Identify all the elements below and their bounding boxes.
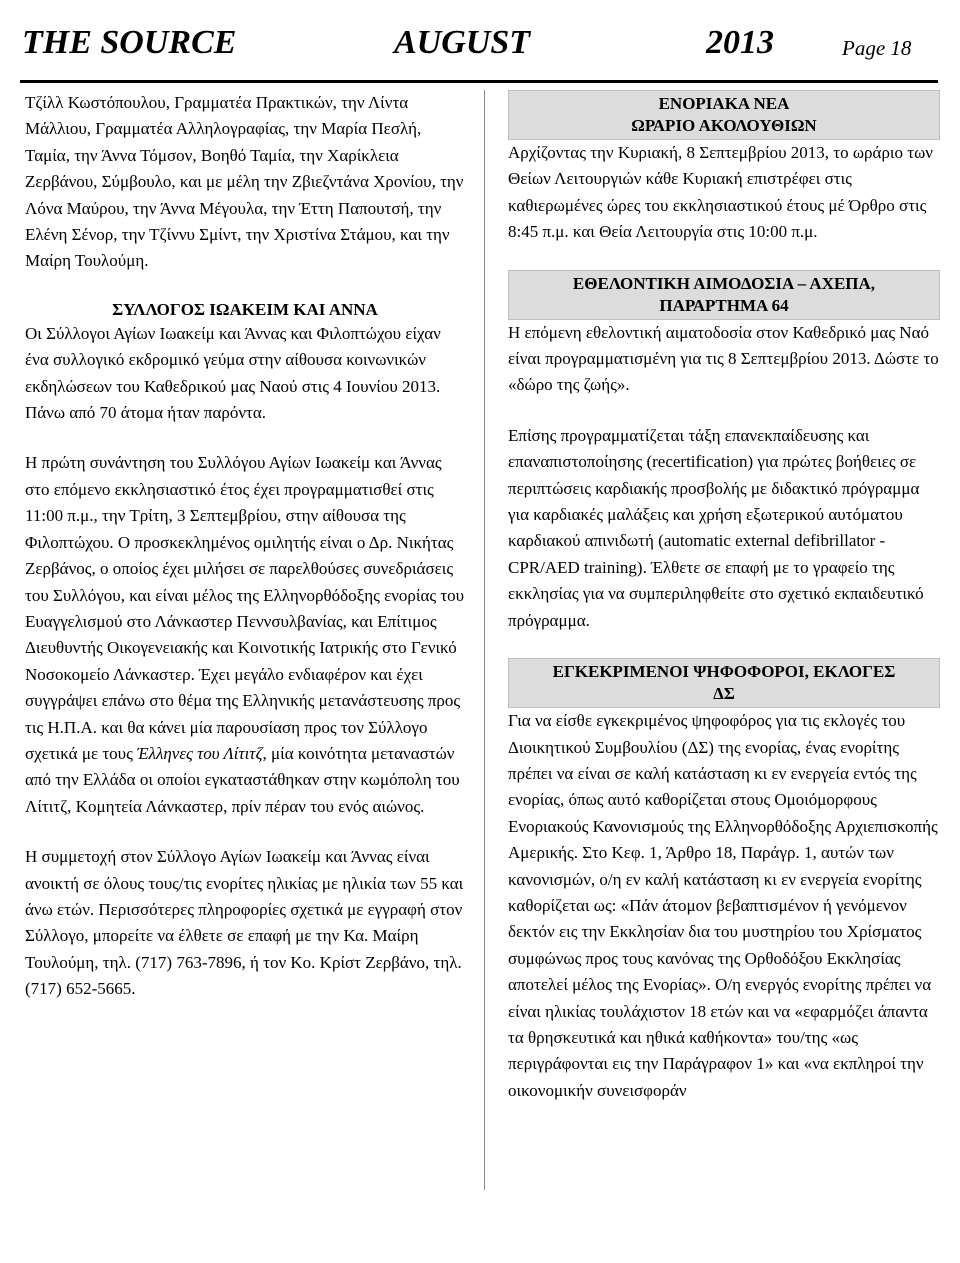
- blood-drive-paragraph: Η επόμενη εθελοντική αιματοδοσία στον Καθεδρικό μας Ναό είναι προγραμματισμένη για τις 8 Σεπτεμβρίου 2013. Δώστε το «δώρο της ζωής».: [508, 322, 939, 395]
- schedule-paragraph: Αρχίζοντας την Κυριακή, 8 Σεπτεμβρίου 2013, το ωράριο των Θείων Λειτουργιών κάθε Κυριακή επιστρέφει στις καθιερωμένες ώρες του εκκλησιαστικού έτους μέ Όρθρο στις 8:45 π.μ. και Θεία Λειτουργία στις 10:00 π.μ.: [508, 143, 933, 242]
- left-column: [25, 90, 465, 1003]
- voters-heading-line2: ΔΣ: [713, 684, 735, 704]
- officers-paragraph: Τζίλλ Κωστόπουλου, Γραμματέα Πρακτικών, την Λίντα Μάλλιου, Γραμματέα Αλληλογραφίας, την Μαρία Πεσλή, Ταμία, την Άννα Τόμσον, Βοηθό Ταμία, την Χαρίκλεια Ζερβάνου, Σύμβουλο, και με μέλη την Ζβιεζντάνα Χρονίου, την Λόνα Μαύρου, την Άννα Μέγουλα, την Έττη Παπουτσή, την Ελένη Σένορ, την Τζίννυ Σμίντ, την Χριστίνα Στάμου, και την Μαίρη Τουλούμη.: [25, 93, 464, 271]
- blood-drive-line2: ΠΑΡΑΡΤΗΜΑ 64: [659, 295, 789, 315]
- page-number: Page 18: [842, 36, 912, 60]
- publication-title: THE SOURCE: [22, 24, 237, 61]
- section-heading-parish-news: [508, 90, 940, 140]
- meeting-text-b: , μία κοινότητα μεταναστών από την Ελλάδα οι οποίοι εγκαταστάθηκαν στην κωμόπολη του Λίτιτζ, Κομητεία Λάνκαστερ, πρίν πέραν του ενός αιώνος.: [25, 743, 460, 816]
- header-rule: [20, 80, 938, 83]
- parish-news-line1: ΕΝΟΡΙΑΚΑ ΝΕΑ: [658, 94, 790, 113]
- masthead: [22, 20, 937, 68]
- meeting-text-a: Η πρώτη συνάντηση του Συλλόγου Αγίων Ιωακείμ και Άννας στο επόμενο εκκλησιαστικό έτος έχει προγραμματισθεί στις 11:00 π.μ., την Τρίτη, 3 Σεπτεμβρίου, στην αίθουσα της Φιλοπτώχου. Ο προσκεκλημένος ομιλητής είναι ο Δρ. Νικήτας Ζερβάνος, ο οποίος έχει μιλήσει σε παρελθούσες συνεδριάσεις του Συλλόγου, και είναι μέλος της Ελληνορθόδοξης ενορίας του Ευαγγελισμού στο Λάνκαστερ Πεννσυλβανίας, και Επίτιμος Διευθυντής Οικογενειακής και Κοινοτικής Ιατρικής στο Γενικό Νοσοκομείο Λάνκαστερ. Έχει μεγάλο ενδιαφέρον και έχει συγγράψει επάνω στο θέμα της Ελληνικής μετανάστευσης προς τις Η.Π.Α. και θα κάνει μία παρουσίαση προς τον Σύλλογο σχετικά με τους: [25, 453, 465, 763]
- issue-month: AUGUST: [394, 24, 531, 61]
- membership-paragraph: Η συμμετοχή στον Σύλλογο Αγίων Ιωακείμ και Άννας είναι ανοικτή σε όλους τους/τις ενορίτες ηλικίας με ηλικία των 55 και άνω ετών. Περισσότερες πληροφορίες σχετικά με εγγραφή στον Σύλλογο, μπορείτε να έλθετε σε επαφή με την Κα. Μαίρη Τουλούμη, τηλ. (717) 763-7896, ή τον Κο. Κρίστ Ζερβάνο, τηλ. (717) 652-5665.: [25, 847, 464, 999]
- cpr-training-paragraph: Επίσης προγραμματίζεται τάξη επανεκπαίδευσης και επαναπιστοποίησης (recertification) για πρώτες βοήθειες σε περιπτώσεις καρδιακής προσβολής με διδακτικό πρόγραμμα για καρδιακές μαλάξεις και χρήση εξωτερικού αυτόματου καρδιακού απινιδωτή (automatic external defibrillator - CPR/AED training). Έλθετε σε επαφή με το γραφείο της εκκλησίας για να συμπεριληφθείτε στο σχετικό εκπαιδευτικό πρόγραμμα.: [508, 425, 924, 630]
- luncheon-paragraph: Οι Σύλλογοι Αγίων Ιωακείμ και Άννας και Φιλοπτώχου είχαν ένα συλλογικό εκδρομικό γεύμα στην αίθουσα κοινωνικών εκδηλώσεων του Καθεδρικού μας Ναού στις 4 Ιουνίου 2013. Πάνω από 70 άτομα ήταν παρόντα.: [25, 323, 441, 423]
- section-heading-joachim-anna: ΣΥΛΛΟΓΟΣ ΙΩΑΚΕΙΜ ΚΑΙ ΑΝΝΑ: [112, 299, 378, 319]
- voters-heading-line1: ΕΓΚΕΚΡΙΜΕΝΟΙ ΨΗΦΟΦΟΡΟΙ, ΕΚΛΟΓΕΣ: [552, 662, 896, 682]
- meeting-paragraph: [25, 450, 465, 820]
- right-column: [508, 90, 940, 1104]
- issue-year: 2013: [706, 24, 774, 61]
- section-heading-voters: [508, 658, 940, 708]
- blood-drive-line1: ΕΘΕΛΟΝΤΙΚΗ ΑΙΜΟΔΟΣΙΑ – ΑΧΕΠΑ,: [572, 273, 876, 293]
- parish-news-line2: ΩΡΑΡΙΟ ΑΚΟΛΟΥΘΙΩΝ: [631, 116, 817, 135]
- section-heading-blood-drive: [508, 270, 940, 320]
- meeting-italic-title: Έλληνες του Λίτιτζ: [137, 743, 263, 763]
- column-divider: [484, 90, 485, 1190]
- voters-paragraph: Για να είσθε εγκεκριμένος ψηφοφόρος για τις εκλογές του Διοικητικού Συμβουλίου (ΔΣ) της ενορίας, ένας ενορίτης πρέπει να είναι σε καλή κατάσταση κι εν ενεργεία εντός της ενορίας, όπως αυτό καθορίζεται στους Ομοιόμορφους Ενοριακούς Κανονισμούς της Ελληνορθόδοξης Αρχιεπισκοπής Αμερικής. Στο Κεφ. 1, Άρθρο 18, Παράγρ. 1, αυτών των κανονισμών, ο/η εν καλή κατάσταση κι εν ενεργεία ενορίτης καθορίζεται ως: «Πάν άτομον βεβαπτισμένον ή γενόμενον δεκτόν εις την Εκκλησίαν δια του μυστηρίου του Χρίσματος συμφώνως προς τους κανόνας της Ορθοδόξου Εκκλησίας αποτελεί μέλος της Ενορίας». Ο/η ενεργός ενορίτης πρέπει να είναι ηλικίας τουλάχιστον 18 ετών και να «εφαρμόζει άπαντα τα θρησκευτικά και ηθικά καθήκοντα» του/της «ως περιγράφονται εις την Παράγραφον 1» και «να εκπληροί την οικονομικήν συνεισφοράν: [508, 711, 938, 1100]
